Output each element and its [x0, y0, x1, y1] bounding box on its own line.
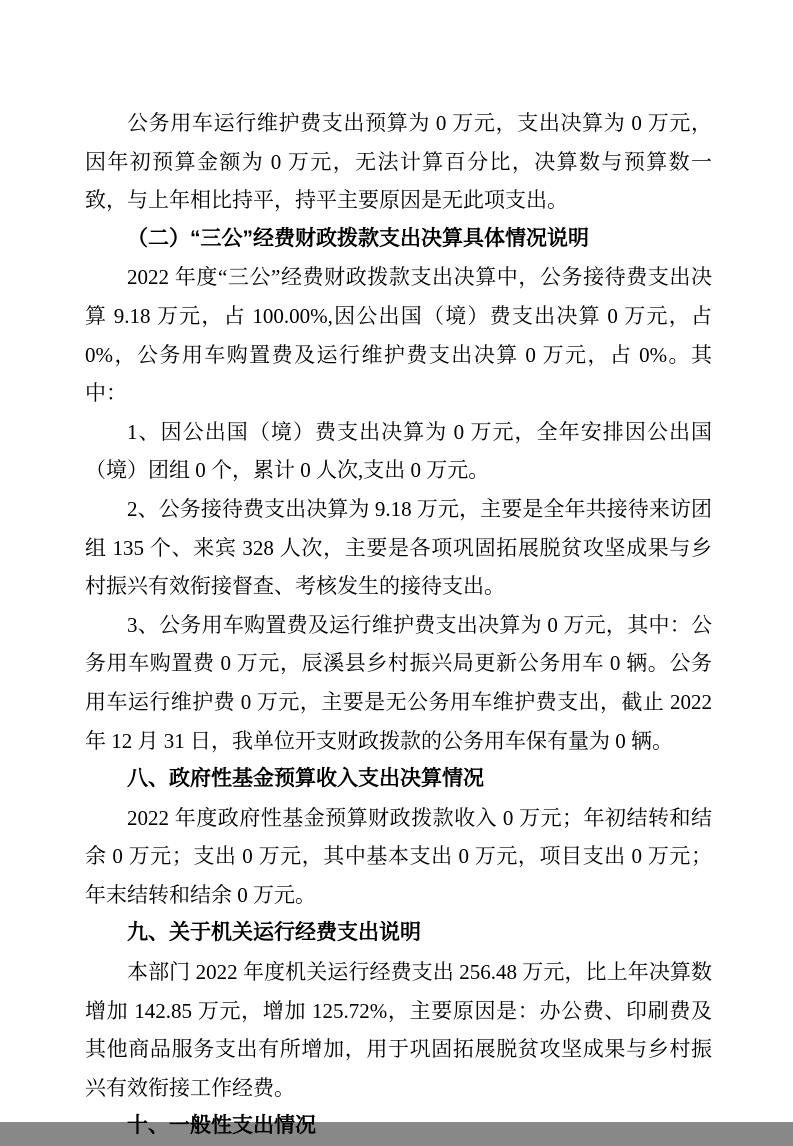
heading-section-2-three-public-funds: （二）“三公”经费财政拨款支出决算具体情况说明: [127, 226, 589, 250]
document-body: [85, 104, 712, 1146]
paragraph-item-1-overseas-trips: 1、因公出国（境）费支出决算为 0 万元，全年安排因公出国（境）团组 0 个，累计 0 人次,支出 0 万元。: [85, 419, 712, 483]
paragraph-three-public-funds-summary: 2022 年度“三公”经费财政拨款支出决算中，公务接待费支出决算 9.18 万元，占 100.00%,因公出国（境）费支出决算 0 万元，占 0%，公务用车购置费及运行维护费支出决算 0 万元，占 0%。其中：: [85, 265, 712, 406]
paragraph-government-fund-budget: 2022 年度政府性基金预算财政拨款收入 0 万元；年初结转和结余 0 万元；支出 0 万元，其中基本支出 0 万元，项目支出 0 万元；年末结转和结余 0 万元。: [85, 805, 712, 907]
paragraph-operating-expense-detail: 本部门 2022 年度机关运行经费支出 256.48 万元，比上年决算数增加 142.85 万元，增加 125.72%，主要原因是：办公费、印刷费及其他商品服务支出有所增加，用于巩固拓展脱贫攻坚成果与乡村振兴有效衔接工作经费。: [85, 960, 712, 1100]
heading-section-10-general-expense: 十、一般性支出情况: [127, 1114, 316, 1138]
heading-section-8-government-fund: 八、政府性基金预算收入支出决算情况: [127, 767, 484, 791]
heading-section-9-operating-expense: 九、关于机关运行经费支出说明: [127, 921, 421, 945]
paragraph-item-2-official-reception: 2、公务接待费支出决算为 9.18 万元，主要是全年共接待来访团组 135 个、来宾 328 人次，主要是各项巩固拓展脱贫攻坚成果与乡村振兴有效衔接督查、考核发生的接待支出。: [85, 496, 712, 599]
paragraph-vehicle-maintenance-budget: 公务用车运行维护费支出预算为 0 万元，支出决算为 0 万元，因年初预算金额为 0 万元，无法计算百分比，决算数与预算数一致，与上年相比持平，持平主要原因是无此项支出。: [85, 111, 712, 213]
paragraph-item-3-vehicle-purchase: 3、公务用车购置费及运行维护费支出决算为 0 万元，其中：公务用车购置费 0 万元，辰溪县乡村振兴局更新公务用车 0 辆。公务用车运行维护费 0 万元，主要是无公务用车维护费支出，截止 2022 年 12 月 31 日，我单位开支财政拨款的公务用车保有量为 0 辆。: [85, 612, 712, 753]
